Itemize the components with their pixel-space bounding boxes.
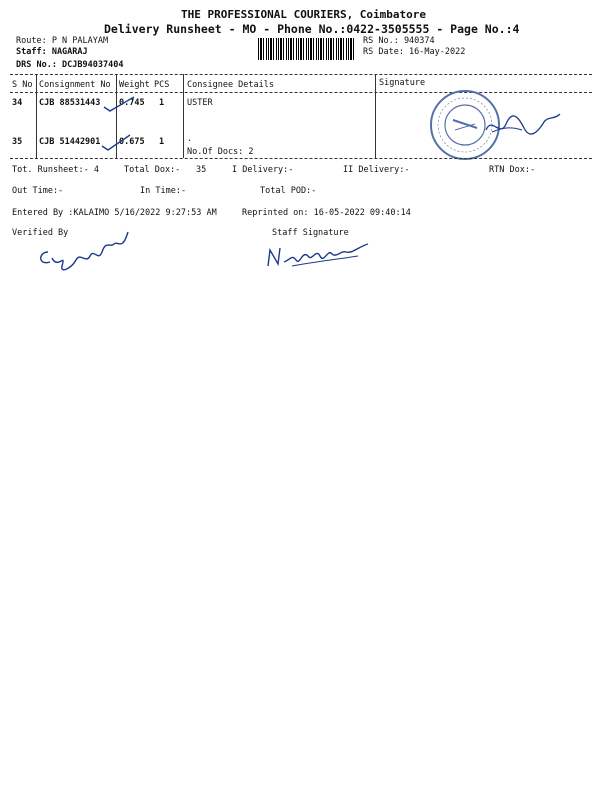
col-divider (375, 74, 376, 158)
row-weight: 0.675 (119, 137, 145, 147)
drs-number: DRS No.: DCJB94037404 (16, 60, 124, 70)
col-divider (36, 74, 37, 158)
row-weight: 0.745 (119, 98, 145, 108)
route-label: Route: P N PALAYAM (16, 36, 109, 46)
check-mark-icon (100, 93, 140, 113)
staff-label: Staff: NAGARAJ (16, 47, 88, 57)
verified-by-label: Verified By (12, 228, 69, 238)
col-header-pcs: PCS (154, 80, 170, 90)
out-time: Out Time:- (12, 186, 64, 196)
total-runsheet: Tot. Runsheet:- 4 (12, 165, 99, 175)
total-dox-label: Total Dox:- (124, 165, 181, 175)
rs-number: RS No.: 940374 (363, 36, 435, 46)
row-consignment: CJB 88531443 (39, 98, 101, 108)
row-pcs: 1 (159, 137, 165, 147)
check-mark-icon (98, 132, 138, 152)
col-header-sno: S No (12, 80, 33, 90)
row-consignee: USTER (187, 98, 213, 108)
col-header-weight: Weight (119, 80, 150, 90)
reprinted-on: Reprinted on: 16-05-2022 09:40:14 (242, 208, 411, 218)
row-consignment: CJB 51442901 (39, 137, 101, 147)
total-dox-value: 35 (196, 165, 207, 175)
company-title: THE PROFESSIONAL COURIERS, Coimbatore (181, 8, 427, 21)
verifier-signature (32, 222, 142, 282)
barcode (258, 38, 356, 60)
ii-delivery: II Delivery:- (343, 165, 410, 175)
in-time: In Time:- (140, 186, 187, 196)
totals-top-rule (10, 158, 592, 159)
receiver-signature (482, 110, 562, 140)
rs-date: RS Date: 16-May-2022 (363, 47, 466, 57)
staff-signature (262, 236, 372, 276)
runsheet-subtitle: Delivery Runsheet - MO - Phone No.:0422-3505555 - Page No.:4 (104, 22, 520, 36)
staff-signature-label: Staff Signature (272, 228, 349, 238)
rtn-dox: RTN Dox:- (489, 165, 536, 175)
col-header-signature: Signature (379, 78, 426, 88)
row-sno: 35 (12, 137, 23, 147)
row-sno: 34 (12, 98, 23, 108)
row-consignee: . (187, 134, 193, 144)
table-top-rule (10, 74, 592, 75)
docs-count: No.Of Docs: 2 (187, 147, 254, 157)
col-header-consignment: Consignment No (39, 80, 111, 90)
col-divider (183, 74, 184, 158)
total-pod: Total POD:- (260, 186, 317, 196)
col-header-consignee: Consignee Details (187, 80, 274, 90)
entered-by: Entered By :KALAIMO 5/16/2022 9:27:53 AM (12, 208, 217, 218)
i-delivery: I Delivery:- (232, 165, 294, 175)
row-pcs: 1 (159, 98, 165, 108)
